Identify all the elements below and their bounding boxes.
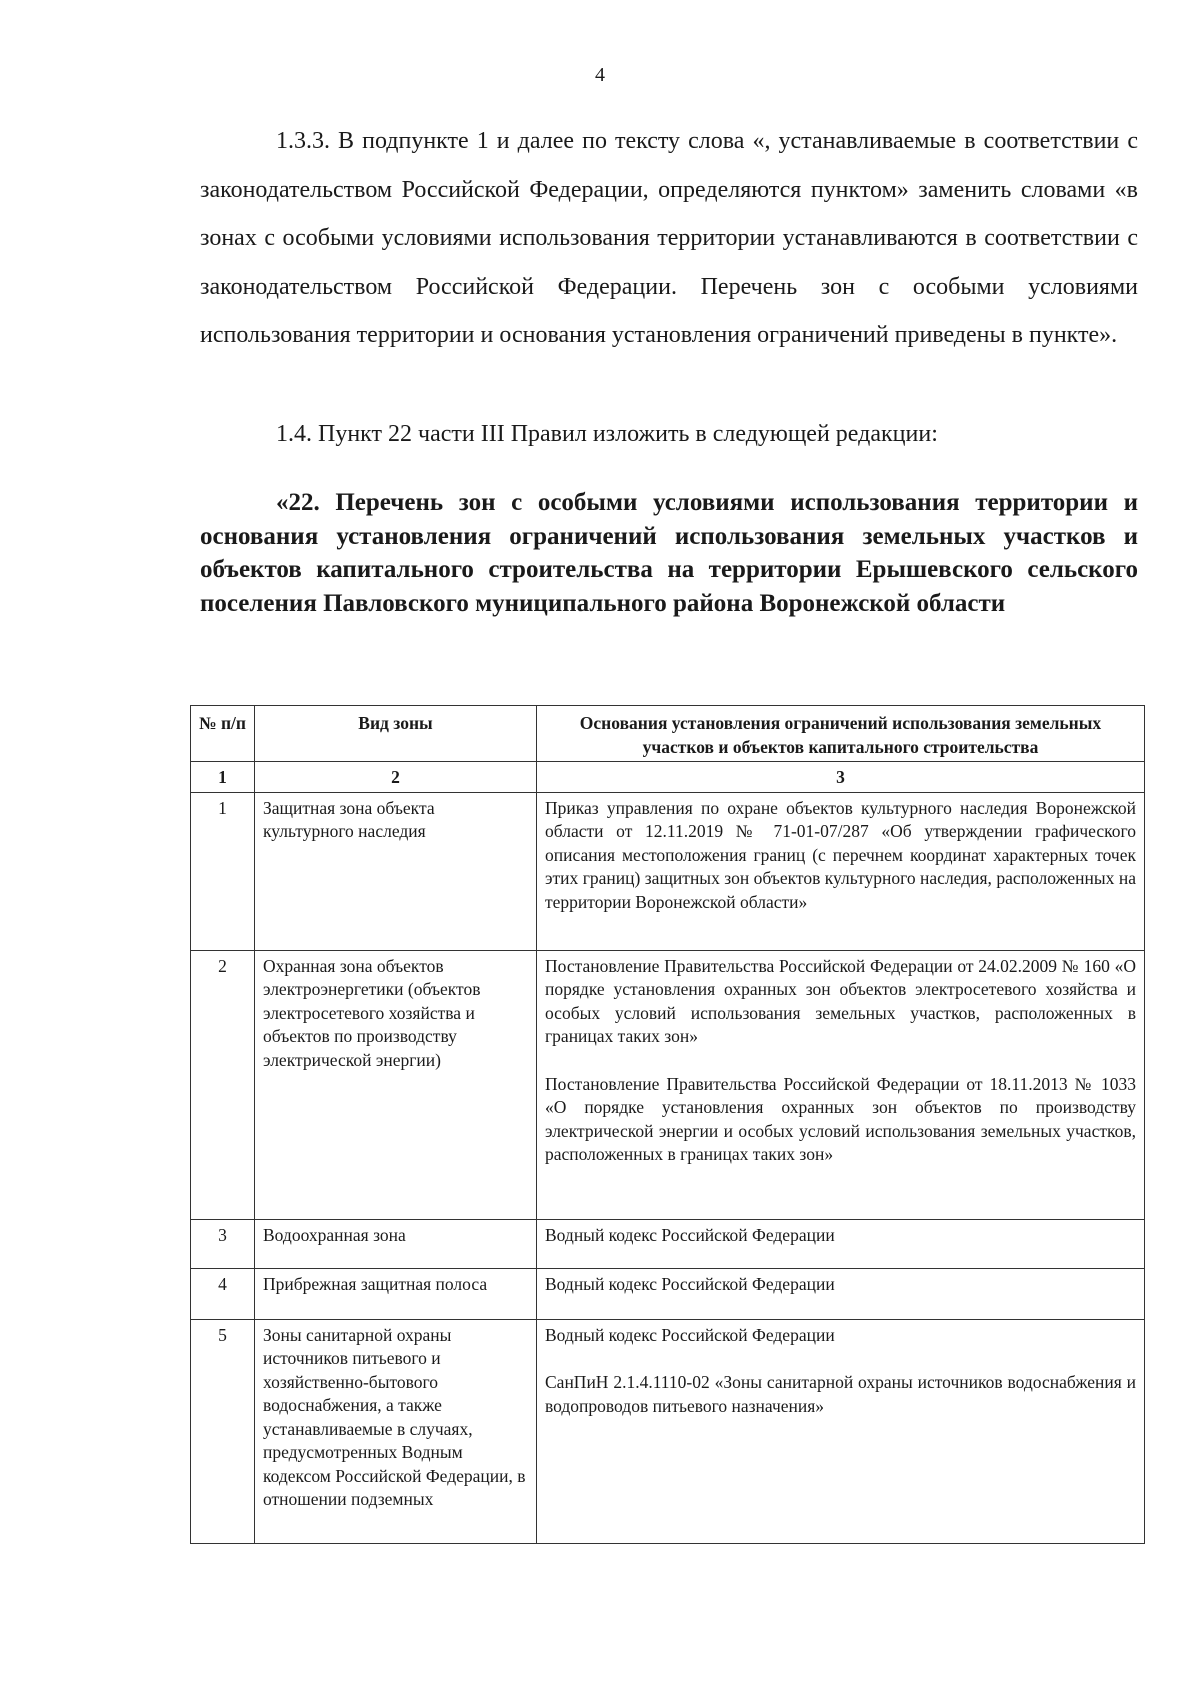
restriction-basis xyxy=(537,1219,1145,1268)
header-num: № п/п xyxy=(191,706,255,762)
restriction-basis xyxy=(537,1319,1145,1543)
zone-type: Прибрежная защитная полоса xyxy=(255,1268,537,1319)
paragraph-1-3-3: 1.3.3. В подпункте 1 и далее по тексту слова «, устанавливаемые в соответствии с законодательством Российской Федерации, определяются пунктом» заменить словами «в зонах с особыми условиями использования территории устанавливаются в соответствии с законодательством Российской Федерации. Перечень зон с особыми условиями использования территории и основания установления ограничений приведены в пункте». xyxy=(200,128,1138,348)
row-number: 1 xyxy=(191,792,255,950)
table-row xyxy=(191,1219,1145,1268)
zone-type: Защитная зона объекта культурного наследия xyxy=(255,792,537,950)
basis-document: Водный кодекс Российской Федерации xyxy=(545,1324,835,1345)
row-number: 3 xyxy=(191,1219,255,1268)
zone-type: Охранная зона объектов электроэнергетики (объектов электросетевого хозяйства и объектов по производству электрической энергии) xyxy=(255,950,537,1219)
basis-document: Водный кодекс Российской Федерации xyxy=(545,1273,835,1294)
table-row xyxy=(191,792,1145,950)
table-row xyxy=(191,950,1145,1219)
basis-document: Приказ управления по охране объектов культурного наследия Воронежской области от 12.11.2019 № 71-01-07/287 «Об утверждении графического описания местоположения границ (с перечнем координат характерных точек этих границ) защитных зон объектов культурного наследия, расположенных на территории Воронежской области» xyxy=(545,797,1136,912)
header-zone: Вид зоны xyxy=(255,706,537,762)
row-number: 5 xyxy=(191,1319,255,1543)
row-number: 4 xyxy=(191,1268,255,1319)
basis-document: Водный кодекс Российской Федерации xyxy=(545,1224,835,1245)
column-index: 3 xyxy=(537,762,1145,793)
paragraph-1-4: 1.4. Пункт 22 части III Правил изложить в следующей редакции: xyxy=(276,421,938,447)
header-basis: Основания установления ограничений использования земельных участков и объектов капитального строительства xyxy=(537,706,1145,762)
section-heading: «22. Перечень зон с особыми условиями использования территории и основания установления ограничений использования земельных участков и объектов капитального строительства на территории Ерышевского сельского поселения Павловского муниципального района Воронежской области xyxy=(200,489,1138,617)
restriction-basis xyxy=(537,1268,1145,1319)
basis-document: Постановление Правительства Российской Федерации от 24.02.2009 № 160 «О порядке установления охранных зон объектов электросетевого хозяйства и особых условий использования земельных участков, расположенных в границах таких зон» xyxy=(545,955,1136,1046)
table-row xyxy=(191,1268,1145,1319)
basis-document: СанПиН 2.1.4.1110-02 «Зоны санитарной охраны источников водоснабжения и водопроводов питьевого назначения» xyxy=(545,1372,1136,1416)
table-row xyxy=(191,1319,1145,1543)
column-index: 1 xyxy=(191,762,255,793)
restriction-basis xyxy=(537,950,1145,1219)
restriction-basis xyxy=(537,792,1145,950)
column-index-row xyxy=(191,762,1145,793)
basis-document: Постановление Правительства Российской Федерации от 18.11.2013 № 1033 «О порядке установления охранных зон объектов по производству электрической энергии и особых условий использования земельных участков, расположенных в границах таких зон» xyxy=(545,1073,1136,1164)
page-number: 4 xyxy=(595,64,605,86)
zone-type: Водоохранная зона xyxy=(255,1219,537,1268)
column-index: 2 xyxy=(255,762,537,793)
zones-table xyxy=(190,705,1145,1544)
row-number: 2 xyxy=(191,950,255,1219)
zone-type: Зоны санитарной охраны источников питьевого и хозяйственно-бытового водоснабжения, а также устанавливаемые в случаях, предусмотренных Водным кодексом Российской Федерации, в отношении подземных xyxy=(255,1319,537,1543)
table-header-row xyxy=(191,706,1145,762)
